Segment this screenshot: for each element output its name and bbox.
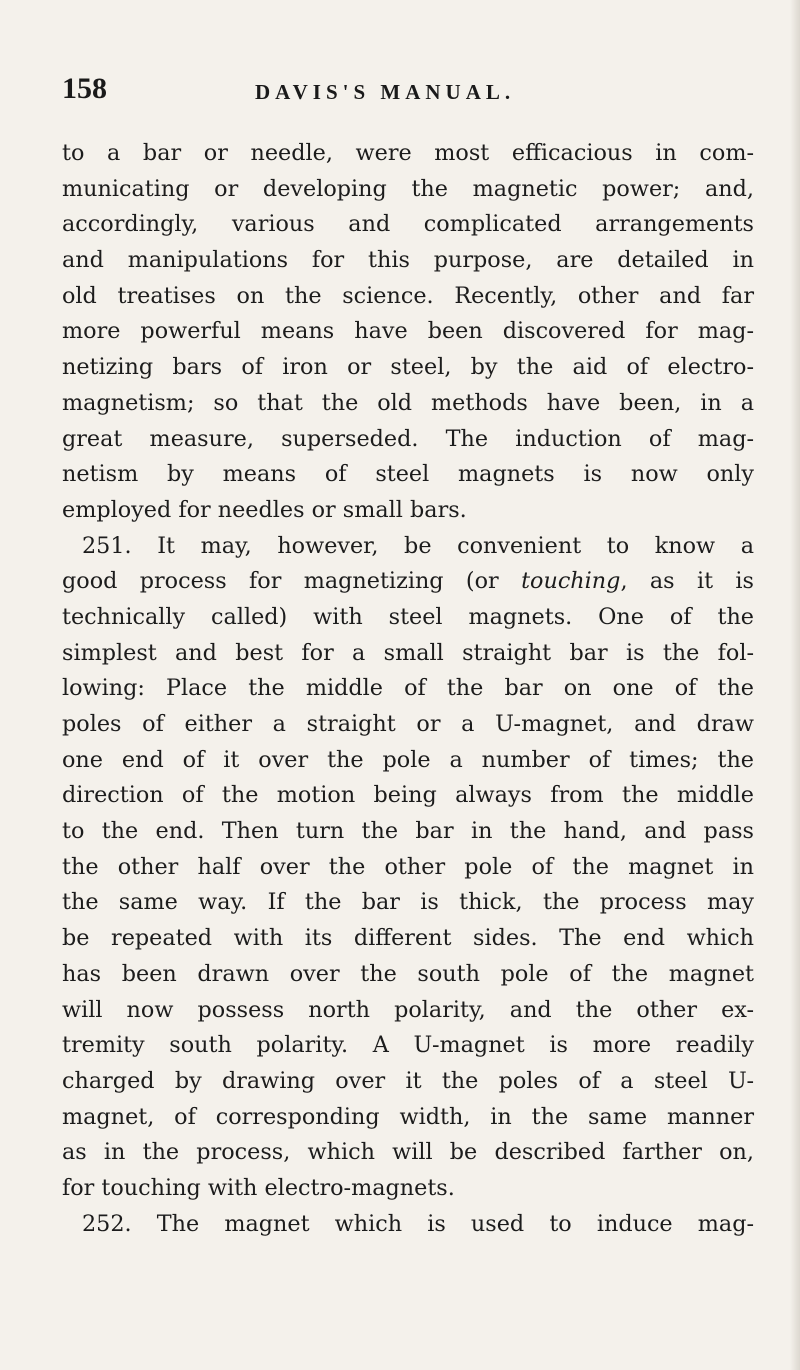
text-line: technically called) with steel magnets. One of the (62, 603, 754, 630)
text-line: poles of either a straight or a U-magnet, and draw (62, 711, 754, 737)
text-line: lowing: Place the middle of the bar on one of the (62, 675, 754, 702)
text-line: for touching with electro-magnets. (62, 1174, 455, 1201)
text-segment: , as it is (620, 568, 754, 595)
italic-term: touching (521, 568, 621, 595)
body-text (62, 136, 754, 1242)
text-line: old treatises on the science. Recently, other and far (62, 282, 754, 309)
text-line: netism by means of steel magnets is now only (62, 461, 754, 488)
text-line: municating or developing the magnetic power; and, (62, 175, 754, 202)
text-line: the other half over the other pole of the magnet in (62, 853, 754, 880)
text-line: simplest and best for a small straight bar is the fol- (62, 639, 754, 666)
text-line: to the end. Then turn the bar in the hand, and pass (62, 818, 754, 845)
text-line: accordingly, various and complicated arrangements (62, 211, 754, 238)
text-line: the same way. If the bar is thick, the process may (62, 889, 754, 916)
text-line: charged by drawing over it the poles of a steel U- (62, 1067, 754, 1094)
text-line: has been drawn over the south pole of the magnet (62, 960, 754, 987)
text-line: magnet, of corresponding width, in the same manner (62, 1103, 754, 1130)
text-line-with-italic (62, 564, 754, 600)
text-line: employed for needles or small bars. (62, 496, 467, 523)
text-line: great measure, superseded. The induction of mag- (62, 425, 754, 452)
text-line: to a bar or needle, were most efficacious in com- (62, 140, 754, 166)
text-segment: good process for magnetizing (or (62, 568, 522, 595)
text-line: and manipulations for this purpose, are detailed in (62, 247, 754, 274)
paragraph-252-start: 252. The magnet which is used to induce mag- (82, 1210, 754, 1237)
text-line: one end of it over the pole a number of times; the (62, 746, 754, 773)
text-line: magnetism; so that the old methods have been, in a (62, 389, 754, 416)
paragraph-251-start: 251. It may, however, be convenient to know a (82, 532, 754, 559)
text-line: be repeated with its different sides. The end which (62, 925, 754, 952)
text-line: as in the process, which will be described farther on, (62, 1139, 754, 1166)
running-head: DAVIS'S MANUAL. (255, 80, 516, 104)
text-line: tremity south polarity. A U-magnet is more readily (62, 1032, 754, 1059)
page-number: 158 (62, 72, 107, 105)
page-edge-shadow (790, 0, 800, 1370)
text-line: netizing bars of iron or steel, by the aid of electro- (62, 354, 754, 381)
text-line: will now possess north polarity, and the other ex- (62, 996, 754, 1023)
text-line: direction of the motion being always from the middle (62, 782, 754, 809)
page-header (62, 72, 752, 112)
text-line: more powerful means have been discovered for mag- (62, 318, 754, 345)
